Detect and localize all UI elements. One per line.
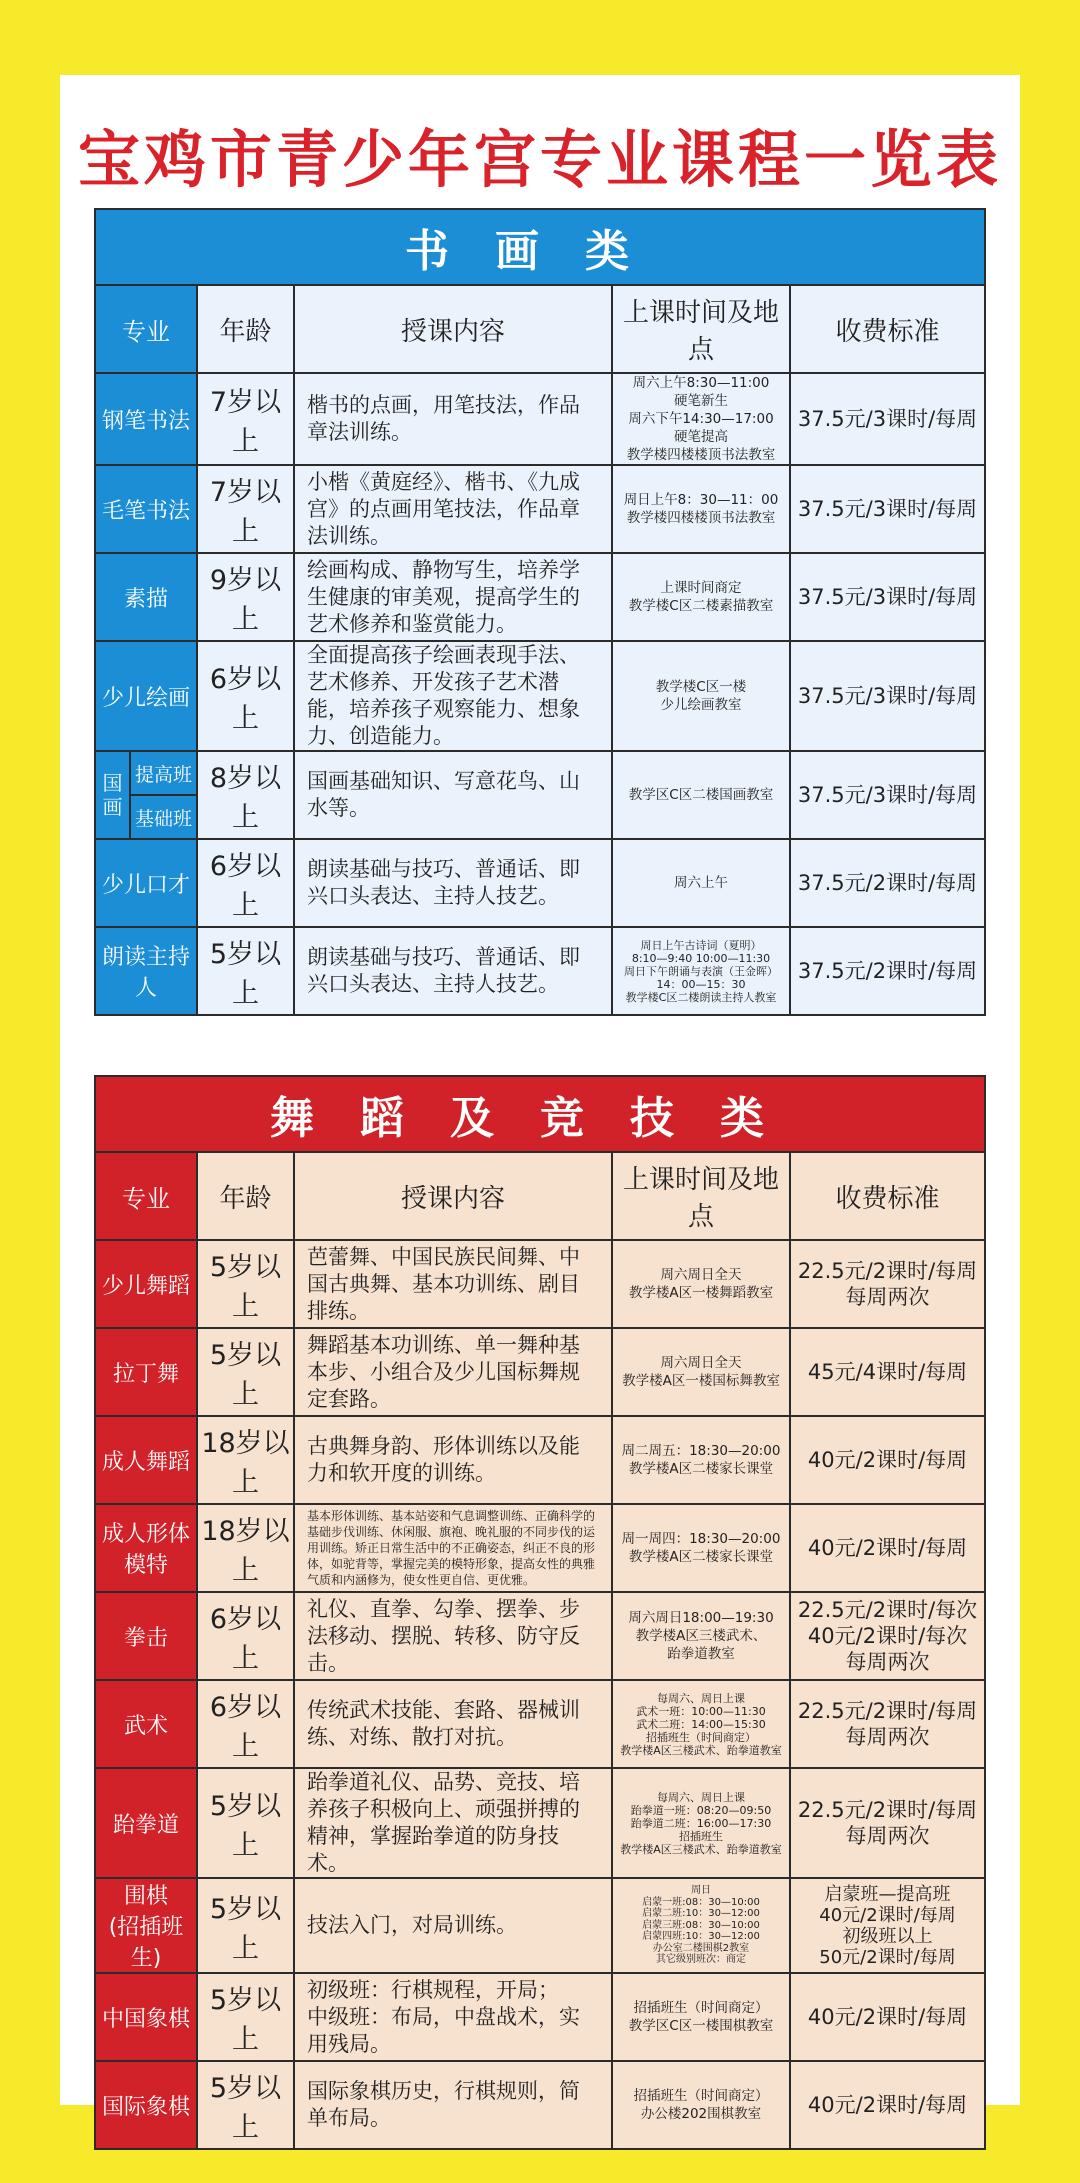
fee-cell: 37.5元/2课时/每周 xyxy=(790,839,985,927)
major-cell: 中国象棋 xyxy=(95,1973,197,2061)
header-major: 专业 xyxy=(95,285,197,373)
content-cell: 初级班：行棋规程，开局； 中级班：布局，中盘战术，实用残局。 xyxy=(294,1973,612,2061)
schedule-cell: 周六上午8:30—11:00 硬笔新生 周六下午14:30—17:00 硬笔提高 教学楼四楼楼顶书法教室 xyxy=(612,373,790,465)
age-cell: 6岁以上 xyxy=(197,641,294,751)
header-schedule: 上课时间及地点 xyxy=(612,285,790,373)
content-cell: 技法入门，对局训练。 xyxy=(294,1878,612,1973)
schedule-cell: 周日上午8：30—11：00 教学楼四楼楼顶书法教室 xyxy=(612,465,790,553)
fee-cell: 40元/2课时/每周 xyxy=(790,2061,985,2149)
header-content: 授课内容 xyxy=(294,1152,612,1240)
major-cell: 朗读主持人 xyxy=(95,927,197,1015)
major-cell: 拳击 xyxy=(95,1592,197,1680)
content-cell: 小楷《黄庭经》、楷书、《九成宫》的点画用笔技法，作品章法训练。 xyxy=(294,465,612,553)
age-cell: 5岁以上 xyxy=(197,1328,294,1416)
schedule-cell: 上课时间商定 教学楼C区二楼素描教室 xyxy=(612,553,790,641)
table-row xyxy=(95,2061,985,2149)
major-cell: 钢笔书法 xyxy=(95,373,197,465)
fee-cell: 37.5元/3课时/每周 xyxy=(790,641,985,751)
content-cell: 基本形体训练、基本站姿和气息调整训练、正确科学的基础步伐训练、休闲服、旗袍、晚礼服的不同步伐的运用训练。矫正日常生活中的不正确姿态，纠正不良的形体，如驼背等，掌握完美的模特形象，提高女性的典雅气质和内涵修为，使女性更自信、更优雅。 xyxy=(294,1504,612,1592)
table-row xyxy=(95,1328,985,1416)
major-cell: 成人舞蹈 xyxy=(95,1416,197,1504)
table-row xyxy=(95,1878,985,1973)
major-cell: 少儿舞蹈 xyxy=(95,1240,197,1328)
header-age: 年龄 xyxy=(197,285,294,373)
page-title: 宝鸡市青少年宫专业课程一览表 xyxy=(77,123,1002,196)
content-cell: 礼仪、直拳、勾拳、摆拳、步法移动、摆脱、转移、防守反击。 xyxy=(294,1592,612,1680)
schedule-cell: 周日上午古诗词（夏明） 8:10—9:40 10:00—11:30 周日下午朗诵与表演（王金晖） 14：00—15：30 教学楼C区二楼朗读主持人教室 xyxy=(612,927,790,1015)
major-cell: 素描 xyxy=(95,553,197,641)
table-row xyxy=(95,1504,985,1592)
section-title: 书画类 xyxy=(95,209,985,285)
table-row xyxy=(95,373,985,465)
table-row xyxy=(95,751,985,795)
table-row xyxy=(95,1768,985,1878)
table-header-row xyxy=(95,1152,985,1240)
age-cell: 18岁以上 xyxy=(197,1416,294,1504)
age-cell: 5岁以上 xyxy=(197,2061,294,2149)
header-schedule: 上课时间及地点 xyxy=(612,1152,790,1240)
fee-cell: 37.5元/3课时/每周 xyxy=(790,553,985,641)
fee-cell: 22.5元/2课时/每周 每周两次 xyxy=(790,1768,985,1878)
age-cell: 5岁以上 xyxy=(197,1768,294,1878)
major-cell: 拉丁舞 xyxy=(95,1328,197,1416)
content-cell: 全面提高孩子绘画表现手法、艺术修养、开发孩子艺术潜能，培养孩子观察能力、想象力、创造能力。 xyxy=(294,641,612,751)
table-row xyxy=(95,1416,985,1504)
table-row xyxy=(95,1592,985,1680)
content-cell: 朗读基础与技巧、普通话、即兴口头表达、主持人技艺。 xyxy=(294,927,612,1015)
age-cell: 6岁以上 xyxy=(197,1680,294,1768)
content-cell: 国际象棋历史，行棋规则，简单布局。 xyxy=(294,2061,612,2149)
major-cell: 武术 xyxy=(95,1680,197,1768)
schedule-cell: 周六周日18:00—19:30 教学楼A区三楼武术、 跆拳道教室 xyxy=(612,1592,790,1680)
sub-major-cell: 基础班 xyxy=(130,795,197,839)
table-header-row xyxy=(95,285,985,373)
content-cell: 古典舞身韵、形体训练以及能力和软开度的训练。 xyxy=(294,1416,612,1504)
table-row xyxy=(95,1973,985,2061)
fee-cell: 37.5元/3课时/每周 xyxy=(790,751,985,839)
table-row xyxy=(95,839,985,927)
content-cell: 跆拳道礼仪、品势、竞技、培养孩子积极向上、顽强拼搏的精神，掌握跆拳道的防身技术。 xyxy=(294,1768,612,1878)
age-cell: 6岁以上 xyxy=(197,1592,294,1680)
schedule-cell: 每周六、周日上课 武术一班：10:00—11:30 武术二班：14:00—15:30 招插班生（时间商定） 教学楼A区三楼武术、跆拳道教室 xyxy=(612,1680,790,1768)
table-row xyxy=(95,641,985,751)
content-cell: 绘画构成、静物写生，培养学生健康的审美观，提高学生的艺术修养和鉴赏能力。 xyxy=(294,553,612,641)
major-group-cell: 国画 xyxy=(95,751,130,839)
schedule-cell: 周二周五：18:30—20:00 教学楼A区二楼家长课堂 xyxy=(612,1416,790,1504)
age-cell: 5岁以上 xyxy=(197,927,294,1015)
major-cell: 跆拳道 xyxy=(95,1768,197,1878)
major-cell: 少儿口才 xyxy=(95,839,197,927)
schedule-cell: 周日 启蒙一班:08：30—10:00 启蒙二班:10：30—12:00 启蒙三班:08：30—10:00 启蒙四班:10：30—12:00 办公室二楼围棋2教室 其它级别班次：商定 xyxy=(612,1878,790,1973)
poster xyxy=(60,75,1020,2143)
age-cell: 5岁以上 xyxy=(197,1240,294,1328)
table-row xyxy=(95,465,985,553)
age-cell: 7岁以上 xyxy=(197,373,294,465)
age-cell: 5岁以上 xyxy=(197,1973,294,2061)
schedule-cell: 周六周日全天 教学楼A区一楼国标舞教室 xyxy=(612,1328,790,1416)
header-age: 年龄 xyxy=(197,1152,294,1240)
fee-cell: 40元/2课时/每周 xyxy=(790,1416,985,1504)
fee-cell: 37.5元/3课时/每周 xyxy=(790,465,985,553)
fee-cell: 22.5元/2课时/每次 40元/2课时/每次 每周两次 xyxy=(790,1592,985,1680)
content-cell: 舞蹈基本功训练、单一舞种基本步、小组合及少儿国标舞规定套路。 xyxy=(294,1328,612,1416)
schedule-cell: 周六上午 xyxy=(612,839,790,927)
fee-cell: 22.5元/2课时/每周 每周两次 xyxy=(790,1240,985,1328)
age-cell: 6岁以上 xyxy=(197,839,294,927)
table-row xyxy=(95,1680,985,1768)
schedule-cell: 周一周四：18:30—20:00 教学楼A区二楼家长课堂 xyxy=(612,1504,790,1592)
age-cell: 18岁以上 xyxy=(197,1504,294,1592)
fee-cell: 启蒙班—提高班 40元/2课时/每周 初级班以上 50元/2课时/每周 xyxy=(790,1878,985,1973)
fee-cell: 40元/2课时/每周 xyxy=(790,1973,985,2061)
section-calligraphy-painting-table xyxy=(94,208,986,1016)
age-cell: 8岁以上 xyxy=(197,751,294,839)
header-fee: 收费标准 xyxy=(790,285,985,373)
section-dance-sports-table xyxy=(94,1075,986,2150)
schedule-cell: 教学区C区二楼国画教室 xyxy=(612,751,790,839)
fee-cell: 37.5元/2课时/每周 xyxy=(790,927,985,1015)
fee-cell: 40元/2课时/每周 xyxy=(790,1504,985,1592)
header-major: 专业 xyxy=(95,1152,197,1240)
major-cell: 少儿绘画 xyxy=(95,641,197,751)
fee-cell: 37.5元/3课时/每周 xyxy=(790,373,985,465)
major-cell: 毛笔书法 xyxy=(95,465,197,553)
header-fee: 收费标准 xyxy=(790,1152,985,1240)
fee-cell: 22.5元/2课时/每周 每周两次 xyxy=(790,1680,985,1768)
header-content: 授课内容 xyxy=(294,285,612,373)
schedule-cell: 招插班生（时间商定） 教学区C区一楼围棋教室 xyxy=(612,1973,790,2061)
age-cell: 9岁以上 xyxy=(197,553,294,641)
content-cell: 朗读基础与技巧、普通话、即兴口头表达、主持人技艺。 xyxy=(294,839,612,927)
content-cell: 楷书的点画，用笔技法，作品章法训练。 xyxy=(294,373,612,465)
section-title: 舞蹈及竞技类 xyxy=(95,1076,985,1152)
table-row xyxy=(95,1240,985,1328)
schedule-cell: 教学楼C区一楼 少儿绘画教室 xyxy=(612,641,790,751)
content-cell: 传统武术技能、套路、器械训练、对练、散打对抗。 xyxy=(294,1680,612,1768)
sub-major-cell: 提高班 xyxy=(130,751,197,795)
age-cell: 5岁以上 xyxy=(197,1878,294,1973)
age-cell: 7岁以上 xyxy=(197,465,294,553)
table-row xyxy=(95,927,985,1015)
schedule-cell: 每周六、周日上课 跆拳道一班：08:20—09:50 跆拳道二班：16:00—17:30 招插班生 教学楼A区三楼武术、跆拳道教室 xyxy=(612,1768,790,1878)
schedule-cell: 招插班生（时间商定） 办公楼202围棋教室 xyxy=(612,2061,790,2149)
major-cell: 成人形体 模特 xyxy=(95,1504,197,1592)
schedule-cell: 周六周日全天 教学楼A区一楼舞蹈教室 xyxy=(612,1240,790,1328)
content-cell: 国画基础知识、写意花鸟、山水等。 xyxy=(294,751,612,839)
major-cell: 围棋 (招插班生) xyxy=(95,1878,197,1973)
content-cell: 芭蕾舞、中国民族民间舞、中国古典舞、基本功训练、剧目排练。 xyxy=(294,1240,612,1328)
major-cell: 国际象棋 xyxy=(95,2061,197,2149)
table-row xyxy=(95,553,985,641)
fee-cell: 45元/4课时/每周 xyxy=(790,1328,985,1416)
